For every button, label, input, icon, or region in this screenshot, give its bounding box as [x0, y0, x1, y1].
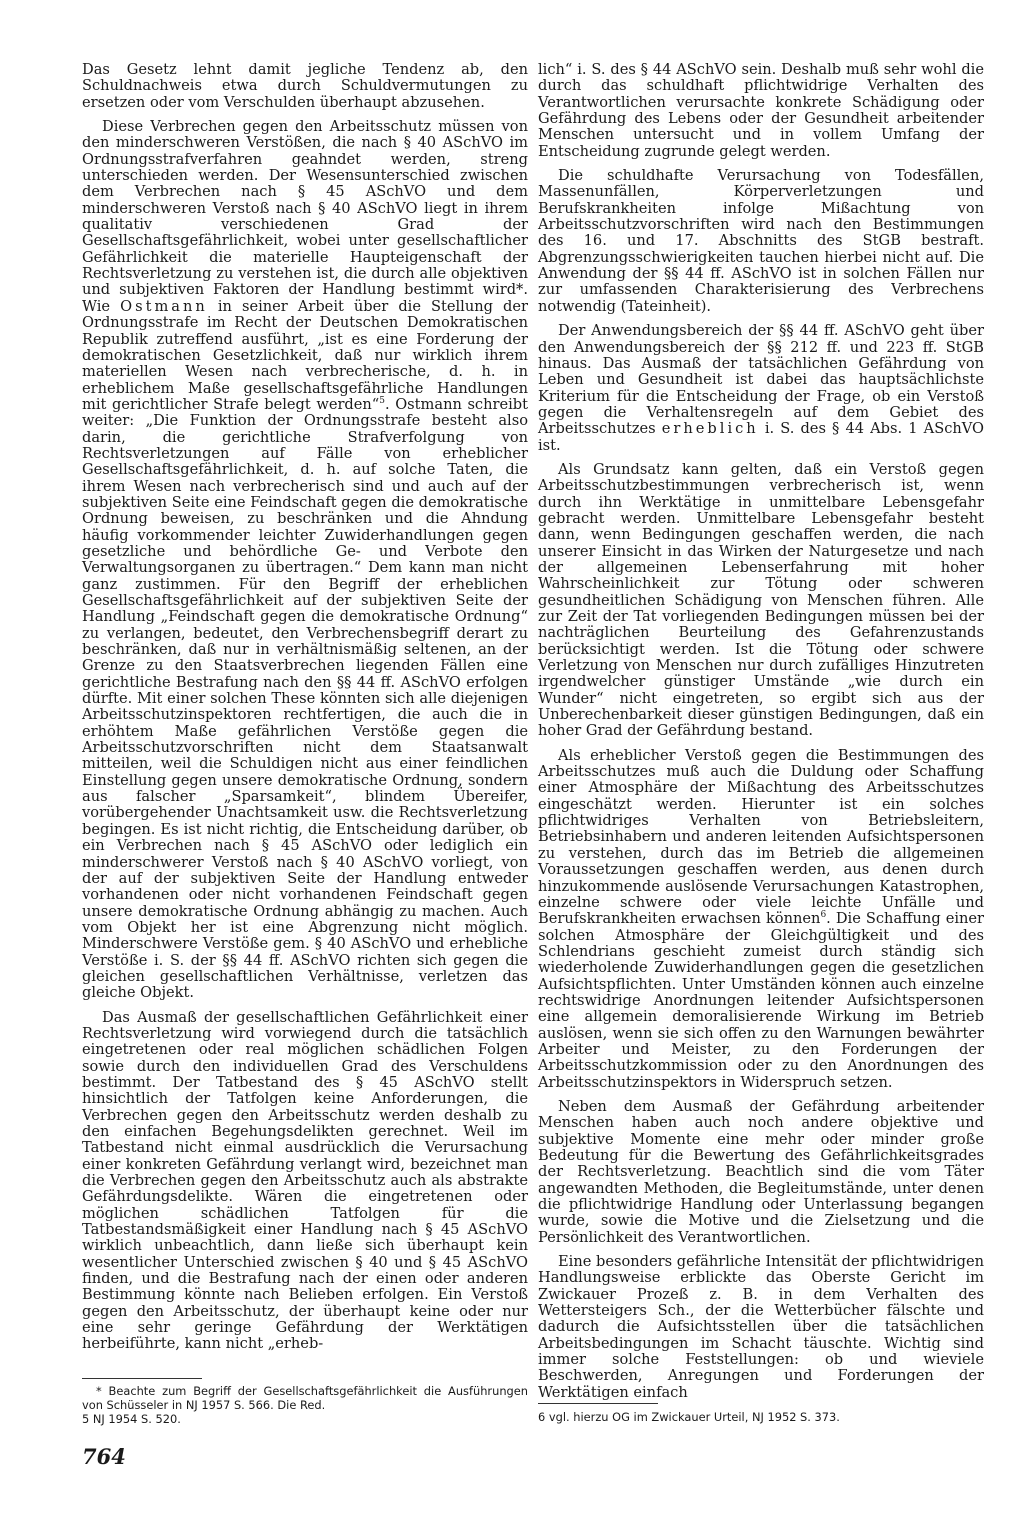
paragraph: Die schuldhafte Verursachung von Todesfällen, Massenunfällen, Körperverletzungen und Berufskrankheiten infolge Mißachtung von Arbeitsschutzvorschriften wird nach den Bestimmungen des 16. und 17. Abschnitts des StGB bestraft. Abgrenzungsschwierigkeiten tauchen hierbei nicht auf. Die Anwendung der §§ 44 ff. ASchVO ist in solchen Fällen nur zur umfassenden Charakterisierung des Verbrechens notwendig (Tateinheit). — [538, 167, 984, 315]
page-number: 764 — [82, 1444, 126, 1469]
footnotes-left — [82, 1384, 528, 1426]
paragraph: lich“ i. S. des § 44 ASchVO sein. Deshalb muß sehr wohl die durch das schuldhaft pflichtwidrige Verhalten des Verantwortlichen verursachte konkrete Schädigung oder Gefährdung des Lebens oder der Gesundheit arbeitender Menschen untersucht und in vollem Umfang der Entscheidung zugrunde gelegt werden. — [538, 61, 984, 160]
paragraph: Diese Verbrechen gegen den Arbeitsschutz müssen von den minderschweren Verstößen, die nach § 40 ASchVO im Ordnungsstrafverfahren geahndet werden, streng unterschieden werden. Der Wesensunterschied zwischen dem Verbrechen nach § 45 ASchVO und dem minderschweren Verstoß nach § 40 ASchVO liegt in ihrem qualitativ verschiedenen Grad der Gesellschaftsgefährlichkeit, wobei unter gesellschaftlicher Gefährlichkeit die materielle Haupteigenschaft der Rechtsverletzung zu verstehen ist, die durch alle objektiven und subjektiven Faktoren der Handlung bestimmt wird*. Wie Ostmann in seiner Arbeit über die Stellung der Ordnungsstrafe im Recht der Deutschen Demokratischen Republik zutreffend ausführt, „ist es eine Forderung der demokratischen Gesetzlichkeit, daß nur wirklich ihrem materiellen Wesen nach verbrecherische, d. h. in erheblichem Maße gesellschaftsgefährliche Handlungen mit gerichtlicher Strafe belegt werden“$^5$. Ostmann schreibt weiter: „Die Funktion der Ordnungsstrafe besteht also darin, die gerichtliche Strafverfolgung von Rechtsverletzungen auf Fälle von erheblicher Gesellschaftsgefährlichkeit, d. h. auf solche Taten, die ihrem Wesen nach verbrecherisch sind und auch auf der subjektiven Seite eine Feindschaft gegen die demokratische Ordnung beweisen, zu beschränken und die Ahndung häufig vorkommender leichter Zuwiderhandlungen gegen gesetzliche und behördliche Ge- und Verbote den Verwaltungsorganen zu übertragen.“ Dem kann man nicht ganz zustimmen. Für den Begriff der erheblichen Gesellschaftsgefährlichkeit auf der subjektiven Seite der Handlung „Feindschaft gegen die demokratische Ordnung“ zu verlangen, bedeutet, den Verbrechensbegriff derart zu beschränken, daß nur in verhältnismäßig seltenen, an der Grenze zu den Staatsverbrechen liegenden Fällen eine gerichtliche Bestrafung nach den §§ 44 ff. ASchVO erfolgen dürfte. Mit einer solchen These könnten sich alle diejenigen Arbeitsschutzinspektoren rechtfertigen, die auch die in erhöhtem Maße gefährlichen Verstöße gegen die Arbeitsschutzvorschriften nicht dem Staatsanwalt mitteilen, weil die Schuldigen nicht aus einer feindlichen Einstellung gegen unsere demokratische Ordnung, sondern aus falscher „Sparsamkeit“, blindem Übereifer, vorübergehender Unachtsamkeit usw. die Rechtsverletzung begingen. Es ist nicht richtig, die Entscheidung darüber, ob ein Verbrechen nach § 45 ASchVO oder lediglich ein minderschwerer Verstoß nach § 40 ASchVO vorliegt, von der auf der subjektiven Seite der Handlung entweder vorhandenen oder nicht vorhandenen Feindschaft gegen unsere demokratische Ordnung abhängig zu machen. Auch vom Objekt her ist eine Abgrenzung nicht möglich. Minderschwere Verstöße gem. § 40 ASchVO und erhebliche Verstöße i. S. der §§ 44 ff. ASchVO richten sich gegen die gleichen gesellschaftlichen Verhältnisse, verletzen das gleiche Objekt. — [82, 118, 528, 1002]
footnote-ref: 5 — [379, 396, 385, 407]
emphasis-erheblich: erheblich — [661, 420, 759, 438]
author-name-ostmann: Ostmann — [120, 297, 208, 315]
footnote: 6 vgl. hierzu OG im Zwickauer Urteil, NJ 1952 S. 373. — [538, 1410, 840, 1424]
paragraph: Als erheblicher Verstoß gegen die Bestimmungen des Arbeitsschutzes muß auch die Duldung oder Schaffung einer Atmosphäre der Mißachtung des Arbeitsschutzes eingeschätzt werden. Hierunter ist ein solches pflichtwidriges Verhalten von Betriebsleitern, Betriebsinhabern und anderen leitenden Aufsichtspersonen zu verstehen, durch das im Betrieb die allgemeinen Voraussetzungen geschaffen werden, aus denen durch hinzukommende auslösende Verursachungen Katastrophen, einzelne schwere oder viele leichte Unfälle und Berufskrankheiten erwachsen können$^6$. Die Schaffung einer solchen Atmosphäre der Gleichgültigkeit und des Schlendrians geschieht zumeist durch ständig sich wiederholende Zuwiderhandlungen gegen die gesetzlichen Aufsichtspflichten. Unter Umständen können auch einzelne rechtswidrige Anordnungen leitender Aufsichtspersonen eine allgemein demoralisierende Wirkung im Betrieb auslösen, wenn sie sich offen zu den Warnungen bewährter Arbeiter und Meister, zu den Forderungen der Arbeitsschutzkommission oder zu den Anordnungen des Arbeitsschutzinspektors in Widerspruch setzen. — [538, 746, 985, 1091]
paragraph: Eine besonders gefährliche Intensität der pflichtwidrigen Handlungsweise erblickte das Oberste Gericht im Zwickauer Prozeß z. B. in dem Verhalten des Wettersteigers Sch., der die Wetterbücher fälschte und dadurch die Aufsichtsstellen über die tatsächlichen Arbeitsbedingungen im Schacht täuschte. Wichtig sind immer solche Feststellungen: ob und wieviele Beschwerden, Anregungen und Forderungen der Werktätigen einfach — [538, 1253, 984, 1401]
paragraph: Das Ausmaß der gesellschaftlichen Gefährlichkeit einer Rechtsverletzung wird vorwiegend durch die tatsächlich eingetretenen oder real möglichen schädlichen Folgen sowie durch den individuellen Grad des Verschuldens bestimmt. Der Tatbestand des § 45 ASchVO stellt hinsichtlich der Tatfolgen keine Anforderungen, die Verbrechen gegen den Arbeitsschutz werden deshalb zu den einfachen Begehungsdelikten gerechnet. Weil im Tatbestand nicht einmal ausdrücklich die Verursachung einer konkreten Gefährdung verlangt wird, bezeichnet man die Verbrechen gegen den Arbeitsschutz auch als abstrakte Gefährdungsdelikte. Wären die eingetretenen oder möglichen schädlichen Tatfolgen für die Tatbestandsmäßigkeit einer Handlung nach § 45 ASchVO wirklich unbeachtlich, dann ließe sich überhaupt kein wesentlicher Unterschied zwischen § 40 und § 45 ASchVO finden, und die Bestrafung nach der einen oder anderen Bestimmung könnte nach Belieben erfolgen. Ein Verstoß gegen den Arbeitsschutz, der überhaupt keine oder nur eine sehr geringe Gefährdung der Werktätigen herbeiführte, kann nicht „erheb- — [82, 1008, 528, 1353]
paragraph: Das Gesetz lehnt damit jegliche Tendenz ab, den Schuldnachweis etwa durch Schuldvermutungen zu ersetzen oder vom Verschulden überhaupt abzusehen. — [82, 61, 528, 111]
right-column — [538, 62, 984, 1409]
paragraph: Als Grundsatz kann gelten, daß ein Verstoß gegen Arbeitsschutzbestimmungen verbrecherisch ist, wenn durch ihn Werktätige in unmittelbare Lebensgefahr gebracht werden. Unmittelbare Lebensgefahr besteht dann, wenn Bedingungen geschaffen werden, die nach unserer Einsicht in das Wirken der Naturgesetze und nach der allgemeinen Lebenserfahrung mit hoher Wahrscheinlichkeit zur Tötung oder schweren gesundheitlichen Schädigung von Menschen führen. Alle zur Zeit der Tat vorliegenden Bedingungen müssen bei der nachträglichen Beurteilung des Gefahrenzustands berücksichtigt werden. Ist die Tötung oder schwere Verletzung von Menschen nur durch zufälliges Hinzutreten irgendwelcher günstiger Umstände „wie durch ein Wunder“ nicht eingetreten, so ergibt sich aus der Unberechenbarkeit dieser günstigen Bedingungen, daß ein hoher Grad der Gefährdung bestand. — [538, 460, 984, 740]
footnote: 5 NJ 1954 S. 520. — [82, 1412, 181, 1426]
paragraph: Der Anwendungsbereich der §§ 44 ff. ASchVO geht über den Anwendungsbereich der §§ 212 ff. und 223 ff. StGB hinaus. Das Ausmaß der tatsächlichen Gefährdung von Leben und Gesundheit ist dabei das hauptsächlichste Kriterium für die Entscheidung der Frage, ob ein Verstoß gegen die Verhaltensregeln auf dem Gebiet des Arbeitsschutzes erheblich i. S. des § 44 Abs. 1 ASchVO ist. — [538, 322, 985, 454]
footnote-rule-left — [82, 1378, 202, 1379]
footnote-ref: 6 — [820, 910, 827, 921]
footnote: * Beachte zum Begriff der Gesellschaftsgefährlichkeit die Ausführungen von Schüsseler in NJ 1957 S. 566. Die Red. — [82, 1384, 528, 1412]
footnote-rule-right — [538, 1403, 658, 1404]
left-column — [82, 62, 528, 1361]
footnotes-right — [538, 1410, 984, 1424]
paragraph: Neben dem Ausmaß der Gefährdung arbeitender Menschen haben auch noch andere objektive und subjektive Momente eine mehr oder minder große Bedeutung für die Bewertung des Gefährlichkeitsgrades der Rechtsverletzung. Beachtlich sind die vom Täter angewandten Methoden, die Begleitumstände, unter denen die pflichtwidrige Handlung oder Unterlassung begangen wurde, sowie die Motive und die Zielsetzung und die Persönlichkeit des Verantwortlichen. — [538, 1097, 984, 1246]
